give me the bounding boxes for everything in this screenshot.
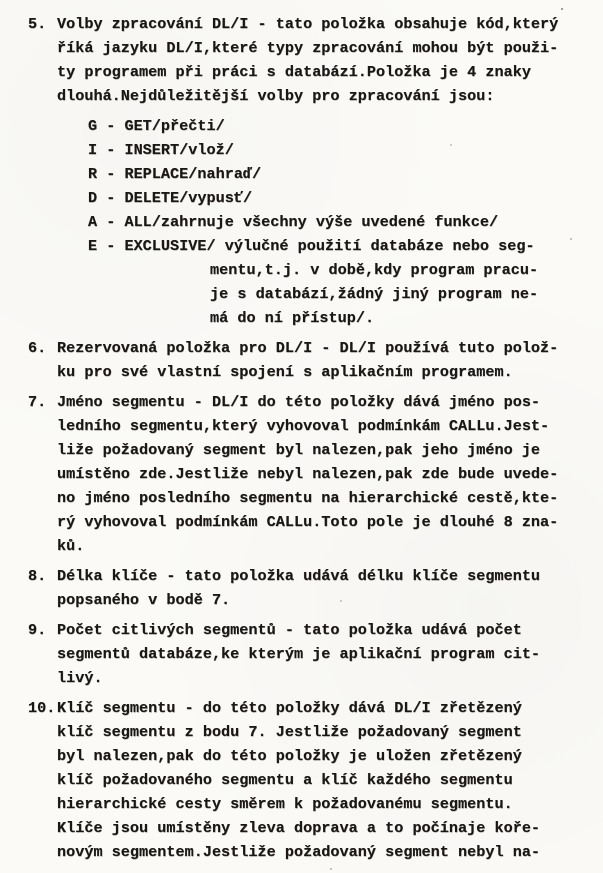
- text-line: Rezervovaná položka pro DL/I - DL/I používá tuto polož-: [57, 339, 559, 357]
- item-head-line: [0, 390, 603, 414]
- text-line: rý vyhovoval podmínkám CALLu.Toto pole je dlouhé 8 zna-: [57, 513, 559, 531]
- text-line: ku pro své vlastní spojení s aplikačním programem.: [57, 363, 513, 381]
- item-head-line: [0, 336, 603, 360]
- item-head-line: [0, 564, 603, 588]
- scan-speckle: [561, 8, 563, 10]
- option-line-delete: D - DELETE/vypusť/: [88, 189, 253, 207]
- scan-speckle: [330, 868, 332, 870]
- option-line-replace: R - REPLACE/nahraď/: [88, 165, 262, 183]
- numbered-item-9: [0, 618, 603, 690]
- text-line: Počet citlivých segmentů - tato položka udává počet: [57, 621, 522, 639]
- text-line: livý.: [57, 669, 103, 687]
- item-number: 9.: [28, 621, 47, 639]
- text-line: Délka klíče - tato položka udává délku klíče segmentu: [57, 567, 541, 585]
- numbered-item-7: [0, 390, 603, 558]
- text-line: Jméno segmentu - DL/I do této položky dává jméno pos-: [57, 393, 541, 411]
- numbered-item-5: [0, 12, 603, 330]
- text-line: mentu,t.j. v době,kdy program pracu-: [210, 261, 539, 279]
- text-line: umístěno zde.Jestliže nebyl nalezen,pak zde bude uvede-: [57, 465, 559, 483]
- text-line: Klíč segmentu - do této položky dává DL/I zřetězený: [57, 699, 522, 717]
- option-line-get: G - GET/přečti/: [88, 117, 225, 135]
- text-line: má do ní přístup/.: [210, 309, 375, 327]
- text-line: ků.: [57, 537, 85, 555]
- text-line: Klíče jsou umístěny zleva doprava a to počínaje koře-: [57, 819, 541, 837]
- option-line-exclusive: E - EXCLUSIVE/ výlučné použití databáze nebo seg-: [88, 237, 535, 255]
- item-head-line: [0, 12, 603, 36]
- text-line: no jméno posledního segmentu na hierarchické cestě,kte-: [57, 489, 559, 507]
- text-line: dlouhá.Nejdůležitější volby pro zpracování jsou:: [57, 87, 495, 105]
- scan-speckle: [340, 600, 342, 602]
- text-line: novým segmentem.Jestliže požadovaný segment nebyl na-: [57, 843, 541, 861]
- numbered-item-8: [0, 564, 603, 612]
- item-number: 5.: [28, 15, 47, 33]
- text-line: je s databází,žádný jiný program ne-: [210, 285, 539, 303]
- scan-speckle: [570, 238, 572, 240]
- scan-speckle: [450, 144, 452, 146]
- text-line: klíč požadovaného segmentu a klíč každého segmentu: [57, 771, 513, 789]
- item-number: 8.: [28, 567, 47, 585]
- text-line: ty programem při práci s databází.Položka je 4 znaky: [57, 63, 531, 81]
- text-line: Volby zpracování DL/I - tato položka obsahuje kód,který: [57, 15, 559, 33]
- text-line: liže požadovaný segment byl nalezen,pak jeho jméno je: [57, 441, 541, 459]
- item-number: 7.: [28, 393, 47, 411]
- option-line-insert: I - INSERT/vlož/: [88, 141, 234, 159]
- text-line: říká jazyku DL/I,které typy zpracování mohou být použi-: [57, 39, 559, 57]
- text-line: ledního segmentu,který vyhovoval podmínkám CALLu.Jest-: [57, 417, 550, 435]
- item-head-line: [0, 696, 603, 720]
- processing-options-list: [0, 114, 603, 330]
- numbered-item-6: [0, 336, 603, 384]
- text-line: segmentů databáze,ke kterým je aplikační program cit-: [57, 645, 541, 663]
- item-number: 6.: [28, 339, 47, 357]
- text-line: klíč segmentu z bodu 7. Jestliže požadovaný segment: [57, 723, 522, 741]
- text-line: byl nalezen,pak do této položky je uložen zřetězený: [57, 747, 522, 765]
- item-number: 10.: [28, 699, 56, 717]
- text-line: hierarchické cesty směrem k požadovanému segmentu.: [57, 795, 513, 813]
- text-line: popsaného v bodě 7.: [57, 591, 231, 609]
- option-line-all: A - ALL/zahrnuje všechny výše uvedené funkce/: [88, 213, 499, 231]
- item-head-line: [0, 618, 603, 642]
- numbered-item-10: [0, 696, 603, 864]
